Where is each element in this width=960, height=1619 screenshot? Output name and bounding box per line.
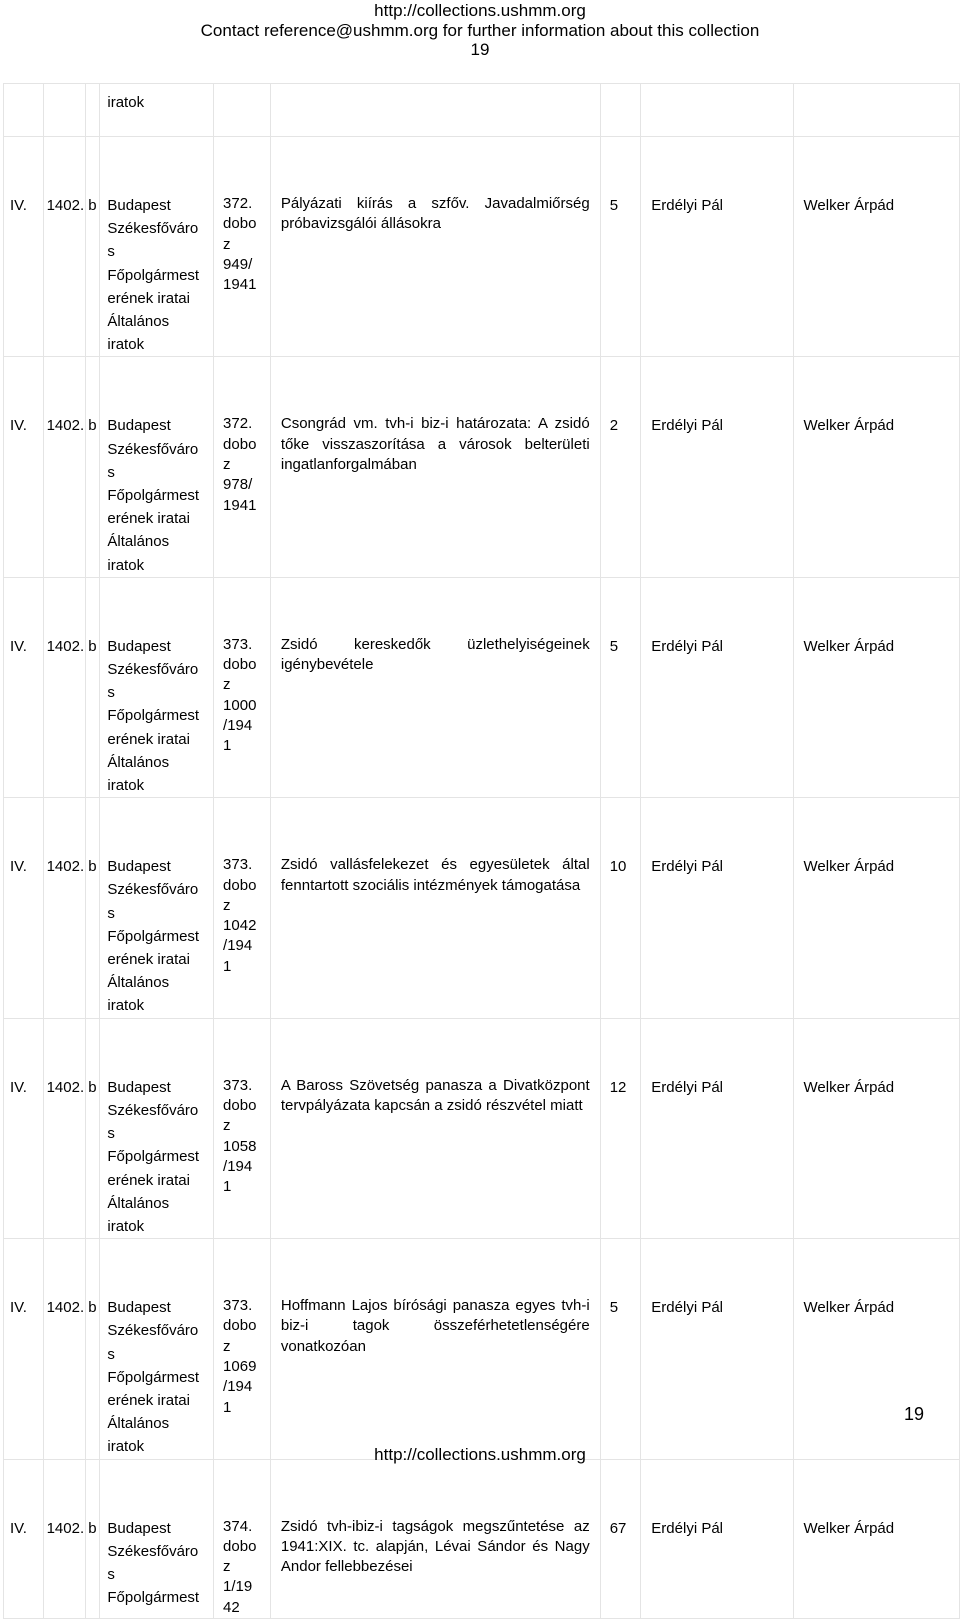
count-cell: 12 bbox=[609, 1078, 627, 1096]
footer-url: http://collections.ushmm.org bbox=[374, 1445, 586, 1464]
code-cell: 1402. bbox=[46, 1299, 85, 1317]
code-cell: 1402. bbox=[46, 197, 85, 214]
roman-cell: IV. bbox=[10, 417, 27, 435]
person2-cell: Welker Árpád bbox=[803, 197, 895, 214]
table-row bbox=[4, 1459, 960, 1618]
header-contact: Contact reference@ushmm.org for further information about this collection bbox=[200, 21, 760, 40]
table-row bbox=[4, 798, 960, 1018]
header-page-number: 19 bbox=[470, 40, 490, 59]
count-cell: 2 bbox=[609, 417, 619, 435]
box-cell: 373. dobo z 1069 /194 1 bbox=[223, 1297, 257, 1416]
creator-cell: Budapest Székesfőváro s Főpolgármest erének iratai Általános iratok bbox=[107, 637, 200, 795]
count-cell: 67 bbox=[609, 1519, 627, 1537]
count-cell: 5 bbox=[609, 1299, 619, 1317]
description-cell: Zsidó kereskedők üzlethelyiségeinek igénybevétele bbox=[280, 635, 590, 674]
box-cell: 373. dobo z 1058 /194 1 bbox=[223, 1076, 257, 1196]
box-cell: 372. dobo z 978/ 1941 bbox=[223, 415, 257, 514]
person2-cell: Welker Árpád bbox=[803, 1299, 895, 1317]
code-cell: 1402. bbox=[46, 1078, 85, 1096]
description-cell: Zsidó tvh-ibiz-i tagságok megszűntetése az 1941:XIX. tc. alapján, Lévai Sándor és Nagy Andor fellebbezései bbox=[280, 1517, 590, 1576]
description-cell: Csongrád vm. tvh-i biz-i határozata: A zsidó tőke visszaszorítása a városok belterületi ingatlanforgalmában bbox=[280, 415, 590, 474]
description-cell: Hoffmann Lajos bírósági panasza egyes tvh-i biz-i tagok összeférhetetlenségére vonatkozóan bbox=[280, 1297, 590, 1355]
person1-cell: Erdélyi Pál bbox=[651, 197, 723, 214]
letter-cell: b bbox=[88, 1299, 97, 1317]
creator-cell: Budapest Székesfőváro s Főpolgármest erének iratai Általános iratok bbox=[107, 197, 200, 354]
table-row bbox=[4, 137, 960, 357]
box-cell: 373. dobo z 1000 /194 1 bbox=[223, 635, 257, 755]
person1-cell: Erdélyi Pál bbox=[651, 637, 723, 655]
table-row bbox=[4, 1018, 960, 1238]
table-row bbox=[4, 84, 960, 137]
creator-cell: Budapest Székesfőváro s Főpolgármest erének iratai Általános iratok bbox=[107, 1299, 200, 1456]
count-cell: 10 bbox=[609, 858, 627, 876]
records-table bbox=[3, 83, 960, 1619]
letter-cell: b bbox=[88, 1519, 97, 1537]
person1-cell: Erdélyi Pál bbox=[651, 1078, 723, 1096]
table-row bbox=[4, 357, 960, 577]
description-cell: Pályázati kiírás a szfőv. Javadalmiőrség próbavizsgálói állásokra bbox=[280, 195, 590, 233]
letter-cell: b bbox=[88, 1078, 97, 1096]
letter-cell: b bbox=[88, 417, 97, 435]
box-cell: 372. dobo z 949/ 1941 bbox=[223, 195, 257, 294]
code-cell: 1402. bbox=[46, 1519, 85, 1537]
box-cell: 373. dobo z 1042 /194 1 bbox=[223, 856, 257, 975]
person1-cell: Erdélyi Pál bbox=[651, 1299, 723, 1317]
person1-cell: Erdélyi Pál bbox=[651, 858, 723, 876]
roman-cell: IV. bbox=[10, 637, 27, 655]
code-cell: 1402. bbox=[46, 858, 85, 876]
letter-cell: b bbox=[88, 197, 97, 214]
creator-cell: iratok bbox=[107, 94, 145, 111]
person1-cell: Erdélyi Pál bbox=[651, 417, 723, 435]
code-cell: 1402. bbox=[46, 637, 85, 655]
header-url: http://collections.ushmm.org bbox=[374, 1, 586, 20]
person1-cell: Erdélyi Pál bbox=[651, 1519, 723, 1537]
description-cell: A Baross Szövetség panasza a Divatközpont tervpályázata kapcsán a zsidó részvétel miatt bbox=[280, 1076, 590, 1114]
roman-cell: IV. bbox=[10, 858, 27, 876]
creator-cell: Budapest Székesfőváro s Főpolgármest bbox=[107, 1519, 200, 1607]
person2-cell: Welker Árpád bbox=[803, 417, 895, 435]
count-cell: 5 bbox=[609, 197, 619, 214]
roman-cell: IV. bbox=[10, 1078, 27, 1096]
person2-cell: Welker Árpád bbox=[803, 637, 895, 655]
roman-cell: IV. bbox=[10, 1299, 27, 1317]
creator-cell: Budapest Székesfőváro s Főpolgármest erének iratai Általános iratok bbox=[107, 858, 200, 1015]
code-cell: 1402. bbox=[46, 417, 85, 435]
person2-cell: Welker Árpád bbox=[803, 858, 895, 876]
letter-cell: b bbox=[88, 858, 97, 876]
person2-cell: Welker Árpád bbox=[803, 1078, 895, 1096]
count-cell: 5 bbox=[609, 637, 619, 655]
table-row bbox=[4, 1239, 960, 1459]
letter-cell: b bbox=[88, 637, 97, 655]
creator-cell: Budapest Székesfőváro s Főpolgármest erének iratai Általános iratok bbox=[107, 417, 200, 574]
box-cell: 374. dobo z 1/19 42 bbox=[223, 1517, 257, 1616]
roman-cell: IV. bbox=[10, 197, 27, 214]
roman-cell: IV. bbox=[10, 1519, 27, 1537]
footer-page-number: 19 bbox=[903, 1404, 924, 1424]
description-cell: Zsidó vallásfelekezet és egyesületek által fenntartott szociális intézmények támogatása bbox=[280, 856, 590, 894]
table-row bbox=[4, 577, 960, 797]
creator-cell: Budapest Székesfőváro s Főpolgármest erének iratai Általános iratok bbox=[107, 1078, 200, 1235]
person2-cell: Welker Árpád bbox=[803, 1519, 895, 1537]
